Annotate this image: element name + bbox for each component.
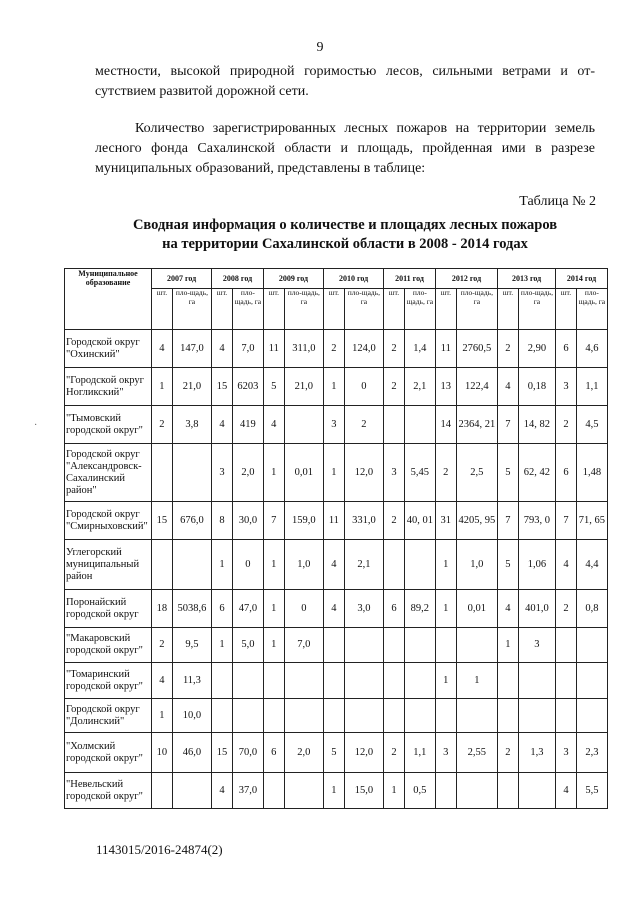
fire-count-cell: 2 [152,406,173,444]
fire-area-cell [518,773,555,809]
fire-area-cell: 47,0 [232,590,263,628]
fire-count-cell [152,773,173,809]
fire-count-cell [324,628,345,663]
fire-area-cell: 1,0 [456,540,497,590]
fire-area-cell: 40, 01 [404,502,435,540]
fire-count-cell: 2 [498,330,519,368]
fire-area-cell: 4,6 [576,330,607,368]
fire-area-cell: 0,01 [456,590,497,628]
fire-count-cell: 15 [152,502,173,540]
fire-count-cell: 3 [556,733,577,773]
fire-count-cell: 1 [324,368,345,406]
count-header: шт. [324,289,345,330]
fire-area-cell: 1,1 [404,733,435,773]
fire-area-cell [284,406,323,444]
fire-area-cell [172,540,211,590]
fire-count-cell: 15 [212,733,233,773]
fire-area-cell: 419 [232,406,263,444]
fire-count-cell: 2 [384,330,405,368]
fire-count-cell [556,628,577,663]
fire-count-cell: 1 [435,540,456,590]
fire-area-cell [576,663,607,699]
fire-area-cell: 12,0 [344,444,383,502]
fire-count-cell [263,699,284,733]
municipality-name: "Городской округ Ногликский" [65,368,152,406]
fire-area-cell [232,699,263,733]
fire-count-cell: 11 [324,502,345,540]
fire-area-cell: 0,8 [576,590,607,628]
fire-count-cell: 2 [556,590,577,628]
fire-area-cell: 124,0 [344,330,383,368]
fire-area-cell: 2,3 [576,733,607,773]
fire-count-cell: 1 [263,444,284,502]
fire-area-cell: 311,0 [284,330,323,368]
fire-count-cell [498,699,519,733]
fire-count-cell [152,540,173,590]
municipality-header: Муниципальное образование [65,269,152,330]
fire-count-cell: 4 [152,330,173,368]
fire-count-cell [498,773,519,809]
fire-area-cell: 159,0 [284,502,323,540]
fire-area-cell: 5,5 [576,773,607,809]
fire-count-cell: 1 [263,628,284,663]
fire-area-cell: 4205, 95 [456,502,497,540]
fire-area-cell [172,444,211,502]
fire-area-cell: 11,3 [172,663,211,699]
fire-count-cell: 4 [498,368,519,406]
area-header: пло-щадь, га [456,289,497,330]
fire-count-cell [556,663,577,699]
fire-area-cell [576,699,607,733]
fire-area-cell: 2 [344,406,383,444]
fire-count-cell: 18 [152,590,173,628]
area-header: пло-щадь, га [284,289,323,330]
fire-area-cell [284,663,323,699]
fire-count-cell: 6 [384,590,405,628]
fire-count-cell: 7 [556,502,577,540]
fire-area-cell: 6203 [232,368,263,406]
fire-area-cell [456,628,497,663]
municipality-name: "Тымовский городской округ" [65,406,152,444]
fire-area-cell: 62, 42 [518,444,555,502]
area-header: пло-щадь, га [576,289,607,330]
table-row [65,699,608,733]
municipality-name: "Томаринский городской округ" [65,663,152,699]
fire-area-cell: 14, 82 [518,406,555,444]
municipality-name: Городской округ "Долинский" [65,699,152,733]
fire-count-cell [384,540,405,590]
fire-area-cell [404,406,435,444]
fire-area-cell [404,628,435,663]
table-row [65,590,608,628]
table-header [65,269,608,330]
year-header: 2011 год [384,269,436,289]
year-header: 2007 год [152,269,212,289]
count-header: шт. [556,289,577,330]
fire-area-cell: 5,45 [404,444,435,502]
area-header: пло-щадь, га [518,289,555,330]
fire-count-cell: 31 [435,502,456,540]
fire-area-cell: 21,0 [284,368,323,406]
year-header: 2008 год [212,269,264,289]
fire-count-cell: 6 [556,330,577,368]
fire-area-cell [284,699,323,733]
fire-count-cell: 13 [435,368,456,406]
fire-area-cell [518,663,555,699]
fire-area-cell: 70,0 [232,733,263,773]
fire-area-cell: 5038,6 [172,590,211,628]
fire-area-cell: 3,0 [344,590,383,628]
fire-area-cell: 122,4 [456,368,497,406]
fire-count-cell: 7 [498,406,519,444]
fire-count-cell: 6 [212,590,233,628]
document-code: 1143015/2016-24874(2) [96,842,223,857]
fire-count-cell: 1 [435,663,456,699]
year-header: 2013 год [498,269,556,289]
fire-area-cell [344,699,383,733]
fire-count-cell: 2 [556,406,577,444]
fire-count-cell: 15 [212,368,233,406]
fire-count-cell: 1 [384,773,405,809]
fire-count-cell: 8 [212,502,233,540]
table-row [65,330,608,368]
fire-count-cell: 5 [324,733,345,773]
fire-area-cell: 3,8 [172,406,211,444]
fire-count-cell: 4 [212,773,233,809]
fire-count-cell: 1 [263,540,284,590]
fire-count-cell: 4 [212,330,233,368]
fire-count-cell [263,773,284,809]
fire-count-cell [212,699,233,733]
fire-area-cell: 2,0 [284,733,323,773]
fire-area-cell: 9,5 [172,628,211,663]
fire-count-cell: 4 [556,773,577,809]
table-row [65,540,608,590]
table-number: Таблица № 2 [519,194,596,209]
fire-count-cell [435,773,456,809]
fire-area-cell: 0 [232,540,263,590]
fire-area-cell: 2,1 [404,368,435,406]
fire-count-cell: 11 [263,330,284,368]
municipality-name: "Макаровский городской округ" [65,628,152,663]
fire-count-cell: 10 [152,733,173,773]
fire-area-cell: 331,0 [344,502,383,540]
area-header: пло-щадь, га [172,289,211,330]
municipality-name: Городской округ "Смирныховский" [65,502,152,540]
fire-area-cell: 2760,5 [456,330,497,368]
fire-area-cell: 37,0 [232,773,263,809]
fire-count-cell: 5 [498,540,519,590]
municipality-name: "Невельский городской округ" [65,773,152,809]
fire-area-cell: 676,0 [172,502,211,540]
fire-count-cell: 7 [263,502,284,540]
fire-count-cell: 3 [212,444,233,502]
fire-count-cell: 1 [435,590,456,628]
fire-area-cell: 15,0 [344,773,383,809]
fire-area-cell: 1,48 [576,444,607,502]
fire-count-cell: 3 [435,733,456,773]
fire-area-cell: 793, 0 [518,502,555,540]
fire-area-cell: 30,0 [232,502,263,540]
fire-area-cell: 147,0 [172,330,211,368]
fire-count-cell: 7 [498,502,519,540]
fire-count-cell: 6 [263,733,284,773]
fire-area-cell [284,773,323,809]
fire-count-cell: 3 [324,406,345,444]
margin-mark: · [34,420,38,431]
table-row [65,663,608,699]
fire-count-cell: 1 [324,444,345,502]
table-title [95,216,595,254]
fires-table [64,268,608,809]
fire-count-cell: 1 [152,368,173,406]
year-header: 2009 год [263,269,323,289]
fire-area-cell: 21,0 [172,368,211,406]
municipality-name: "Холмский городской округ" [65,733,152,773]
fire-count-cell: 6 [556,444,577,502]
fire-count-cell: 4 [263,406,284,444]
fire-count-cell: 2 [498,733,519,773]
fire-count-cell: 3 [556,368,577,406]
fire-count-cell: 1 [212,628,233,663]
fire-count-cell: 2 [152,628,173,663]
area-header: пло-щадь, га [232,289,263,330]
fire-count-cell [324,699,345,733]
fire-count-cell: 11 [435,330,456,368]
fire-count-cell: 2 [384,502,405,540]
fire-area-cell: 5,0 [232,628,263,663]
fire-area-cell [232,663,263,699]
fire-area-cell: 0,01 [284,444,323,502]
fire-area-cell: 2,0 [232,444,263,502]
fire-count-cell [384,406,405,444]
fire-count-cell: 2 [324,330,345,368]
area-header: пло-щадь, га [344,289,383,330]
count-header: шт. [498,289,519,330]
fire-count-cell [435,699,456,733]
count-header: шт. [384,289,405,330]
intro-paragraph: Количество зарегистрированных лесных пожаров на территории земель лесного фонда Сахалинской области и площадь, пройденная ими в разрезе муниципальных образований, представлены в таблице: [95,121,595,176]
table-row [65,502,608,540]
fire-area-cell: 1,1 [576,368,607,406]
table-row [65,773,608,809]
fire-count-cell: 1 [498,628,519,663]
fire-count-cell: 1 [324,773,345,809]
year-header-row [65,269,608,289]
fire-area-cell [456,699,497,733]
fire-area-cell [344,628,383,663]
table-title-line-2: на территории Сахалинской области в 2008 - 2014 годах [162,236,528,252]
fire-count-cell [384,663,405,699]
fire-count-cell: 5 [498,444,519,502]
fire-count-cell: 4 [556,540,577,590]
count-header: шт. [212,289,233,330]
fire-area-cell [576,628,607,663]
fire-area-cell [404,540,435,590]
fire-area-cell: 71, 65 [576,502,607,540]
fire-area-cell [172,773,211,809]
fire-area-cell: 7,0 [232,330,263,368]
table-row [65,406,608,444]
area-header: пло-щадь, га [404,289,435,330]
fire-count-cell: 2 [384,733,405,773]
fire-area-cell: 10,0 [172,699,211,733]
municipality-name: Поронайский городской округ [65,590,152,628]
fire-count-cell: 2 [435,444,456,502]
fire-area-cell: 2,90 [518,330,555,368]
year-header: 2014 год [556,269,608,289]
table-title-line-1: Сводная информация о количестве и площадях лесных пожаров [132,217,558,233]
fire-area-cell: 0,18 [518,368,555,406]
table-row [65,628,608,663]
fire-area-cell [404,699,435,733]
fire-area-cell: 2364, 21 [456,406,497,444]
fire-area-cell: 89,2 [404,590,435,628]
intro-paragraph-continuation: местности, высокой природной горимостью лесов, сильными ветрами и от-сутствием развитой дорожной сети. [95,64,595,99]
count-header: шт. [435,289,456,330]
fire-area-cell: 12,0 [344,733,383,773]
table-row [65,444,608,502]
fire-area-cell: 1,3 [518,733,555,773]
count-header: шт. [263,289,284,330]
fire-area-cell: 2,1 [344,540,383,590]
fire-area-cell: 401,0 [518,590,555,628]
fire-area-cell [344,663,383,699]
fire-count-cell: 1 [212,540,233,590]
fire-count-cell [384,699,405,733]
fire-area-cell: 2,5 [456,444,497,502]
fire-count-cell: 4 [152,663,173,699]
fire-count-cell [556,699,577,733]
municipality-name: Городской округ "Александровск-Сахалинский район" [65,444,152,502]
fire-area-cell: 1,0 [284,540,323,590]
fire-area-cell: 0,5 [404,773,435,809]
fire-count-cell: 3 [384,444,405,502]
fire-area-cell: 2,55 [456,733,497,773]
fire-count-cell [152,444,173,502]
fire-area-cell: 4,5 [576,406,607,444]
count-header: шт. [152,289,173,330]
fire-count-cell: 2 [384,368,405,406]
fire-area-cell: 0 [344,368,383,406]
fire-area-cell: 3 [518,628,555,663]
table-row [65,733,608,773]
fire-area-cell [456,773,497,809]
fire-area-cell [404,663,435,699]
fire-count-cell [435,628,456,663]
municipality-name: Городской округ "Охинский" [65,330,152,368]
fire-area-cell: 7,0 [284,628,323,663]
fire-area-cell [518,699,555,733]
fire-area-cell: 4,4 [576,540,607,590]
fire-count-cell: 4 [324,590,345,628]
year-header: 2010 год [324,269,384,289]
table-body [65,330,608,809]
fire-count-cell: 4 [324,540,345,590]
fire-count-cell [212,663,233,699]
table-row [65,368,608,406]
fire-count-cell [324,663,345,699]
fire-count-cell [498,663,519,699]
fire-count-cell [384,628,405,663]
fire-count-cell: 5 [263,368,284,406]
fire-area-cell: 46,0 [172,733,211,773]
fire-area-cell: 0 [284,590,323,628]
fire-count-cell: 1 [152,699,173,733]
year-header: 2012 год [435,269,497,289]
page-number: 9 [316,40,324,55]
fire-area-cell: 1,06 [518,540,555,590]
fire-count-cell [263,663,284,699]
fire-area-cell: 1,4 [404,330,435,368]
fire-count-cell: 1 [263,590,284,628]
fire-area-cell: 1 [456,663,497,699]
fire-count-cell: 4 [498,590,519,628]
municipality-name: Углегорский муниципальный район [65,540,152,590]
fire-count-cell: 4 [212,406,233,444]
fire-count-cell: 14 [435,406,456,444]
